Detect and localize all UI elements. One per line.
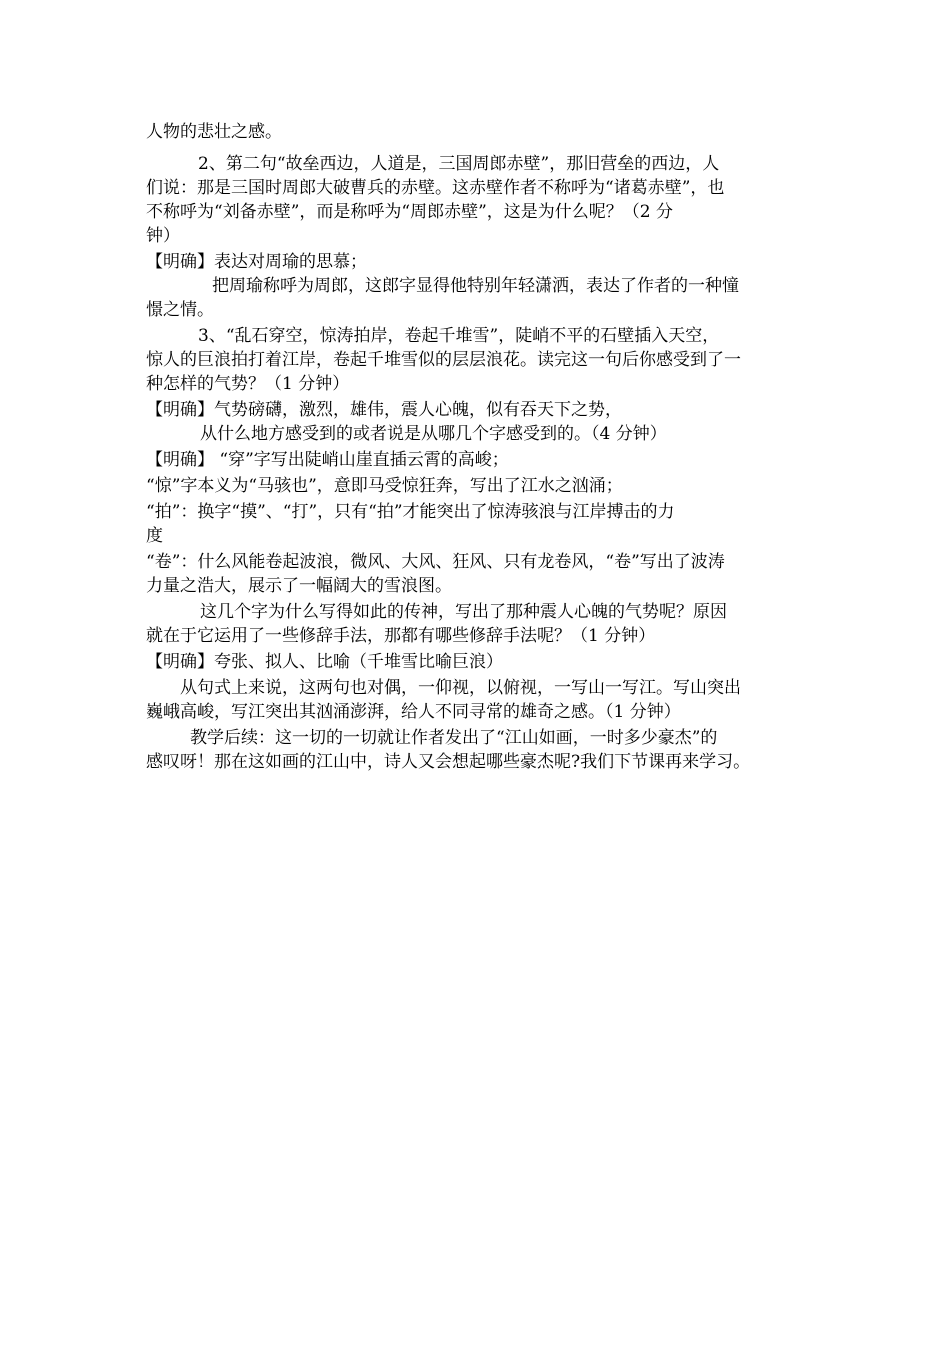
text-line: 3、“乱石穿空，惊涛拍岸，卷起千堆雪”，陡峭不平的石壁插入天空，: [198, 326, 720, 346]
text-line: 从什么地方感受到的或者说是从哪几个字感受到的。（4 分钟）: [200, 424, 667, 444]
text-line: 钟）: [146, 226, 180, 246]
text-line: 把周瑜称呼为周郎，这郎字显得他特别年轻潇洒，表达了作者的一种憧: [212, 276, 739, 296]
text-line: 力量之浩大，展示了一幅阔大的雪浪图。: [146, 576, 452, 596]
text-line: 就在于它运用了一些修辞手法，那都有哪些修辞手法呢？（1 分钟）: [146, 626, 656, 646]
text-line: “卷”：什么风能卷起波浪，微风、大风、狂风、只有龙卷风，“卷”写出了波涛: [146, 552, 725, 572]
text-line: 感叹呀！那在这如画的江山中，诗人又会想起哪些豪杰呢?我们下节课再来学习。: [146, 752, 751, 772]
text-line: 人物的悲壮之感。: [146, 122, 282, 142]
text-line: 憬之情。: [146, 300, 214, 320]
text-line: 【明确】表达对周瑜的思慕；: [146, 252, 367, 272]
text-line: 巍峨高峻，写江突出其汹涌澎湃，给人不同寻常的雄奇之感。（1 分钟）: [146, 702, 681, 722]
text-line: 2、第二句“故垒西边，人道是，三国周郎赤壁”，那旧营垒的西边，人: [198, 154, 720, 174]
text-line: 【明确】 “穿”字写出陡峭山崖直插云霄的高峻；: [146, 450, 509, 470]
text-line: 从句式上来说，这两句也对偶，一仰视，以俯视，一写山一写江。写山突出: [180, 678, 741, 698]
text-line: 惊人的巨浪拍打着江岸，卷起千堆雪似的层层浪花。读完这一句后你感受到了一: [146, 350, 741, 370]
text-line: “拍”：换字“摸”、“打”，只有“拍”才能突出了惊涛骇浪与江岸搏击的力: [146, 502, 675, 522]
text-line: 这几个字为什么写得如此的传神，写出了那种震人心魄的气势呢？原因: [200, 602, 727, 622]
text-line: 教学后续：这一切的一切就让作者发出了“江山如画，一时多少豪杰”的: [190, 728, 718, 748]
text-line: 种怎样的气势？（1 分钟）: [146, 374, 350, 394]
text-line: 【明确】气势磅礴，激烈，雄伟，震人心魄，似有吞天下之势，: [146, 400, 622, 420]
text-line: 【明确】夸张、拟人、比喻（千堆雪比喻巨浪）: [146, 652, 503, 672]
text-line: 们说：那是三国时周郎大破曹兵的赤壁。这赤壁作者不称呼为“诸葛赤壁”，也: [146, 178, 725, 198]
text-line: 不称呼为“刘备赤壁”，而是称呼为“周郎赤壁”，这是为什么呢？（2 分: [146, 202, 673, 222]
text-line: “惊”字本义为“马骇也”，意即马受惊狂奔，写出了江水之汹涌；: [146, 476, 623, 496]
text-line: 度: [146, 526, 163, 546]
